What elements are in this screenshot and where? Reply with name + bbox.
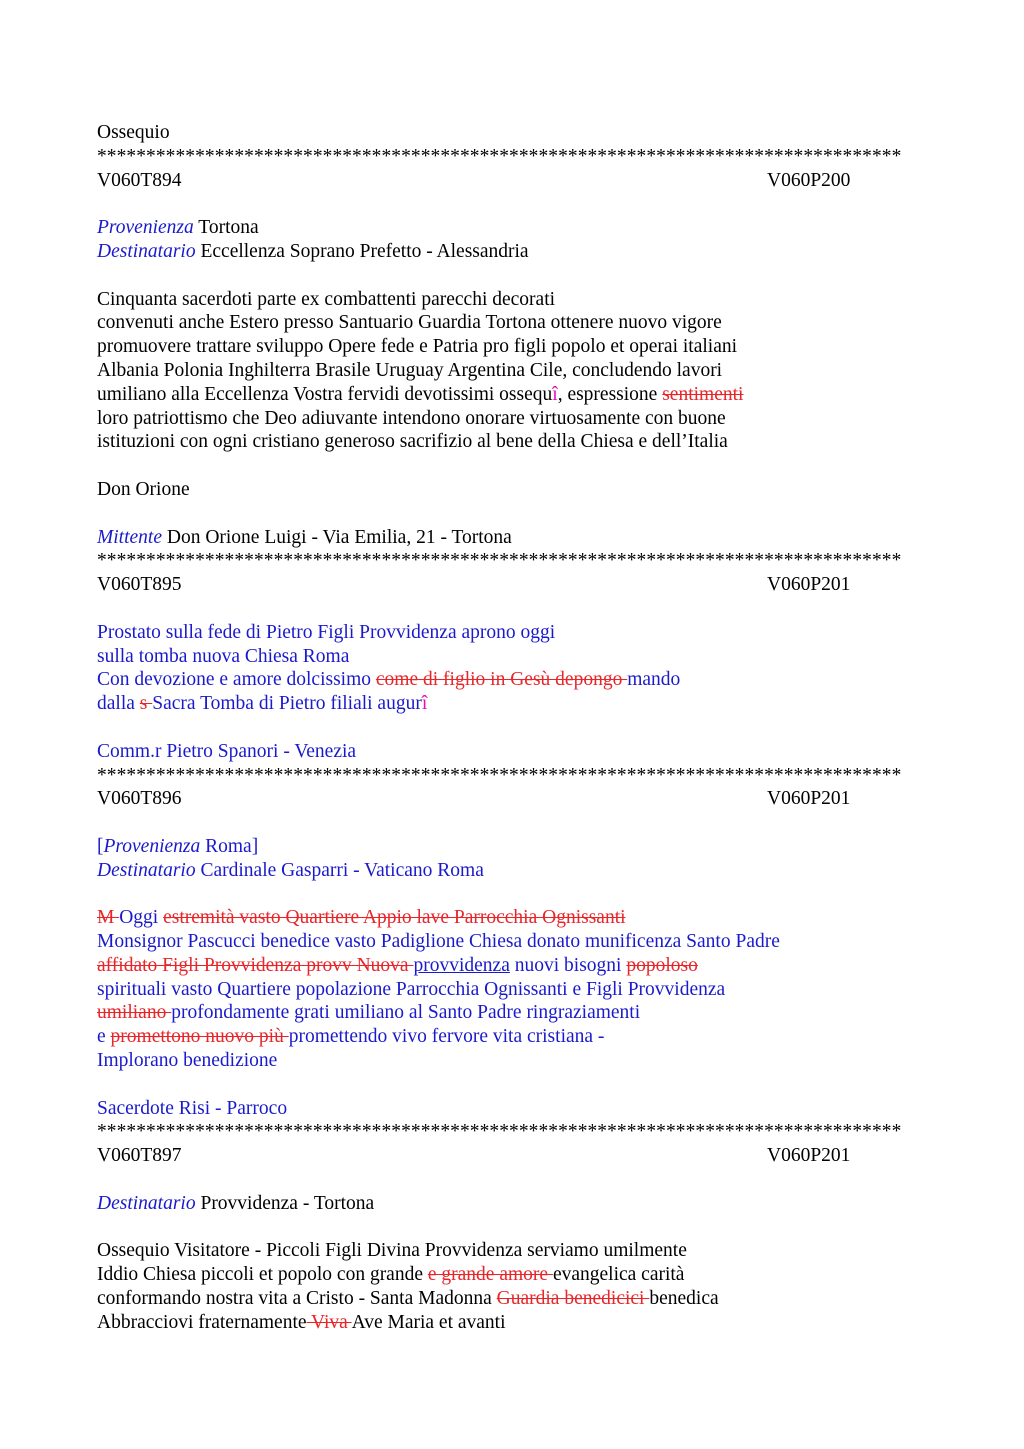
- body-line: [97, 1311, 927, 1335]
- deleted-text: come di figlio in Gesù depongo: [375, 669, 628, 691]
- signature: Comm.r Pietro Spanori - Venezia: [97, 740, 357, 762]
- body-line: [97, 1287, 927, 1311]
- text-segment: conformando nostra vita a Cristo - Santa Madonna: [97, 1288, 497, 1310]
- body-line: [97, 1025, 927, 1049]
- text-segment: Oggi: [119, 907, 164, 929]
- provenance-line: [97, 835, 927, 859]
- page-ref: V060P201: [767, 788, 851, 810]
- separator: **********************************************************************************: [97, 1121, 902, 1143]
- provenance-value: Roma: [200, 835, 252, 857]
- sender-value: Don Orione Luigi - Via Emilia, 21 - Tortona: [161, 526, 512, 548]
- text-segment: profondamente grati umiliano al Santo Padre ringraziamenti: [171, 1002, 641, 1024]
- deleted-text: sentimenti: [662, 383, 744, 405]
- deleted-text: affidato Figli Provvidenza provv Nuova: [97, 954, 414, 976]
- sender-line: [97, 526, 927, 550]
- body-line: [97, 692, 927, 716]
- telegram-id-row: [97, 787, 927, 811]
- text-segment: Con devozione e amore dolcissimo: [97, 669, 376, 691]
- page-ref: V060P201: [767, 1145, 851, 1167]
- telegram-id-row: [97, 169, 927, 193]
- text-segment: umiliano alla Eccellenza Vostra fervidi devotissimi ossequ: [97, 383, 553, 405]
- body-line: [97, 668, 927, 692]
- text-segment: , espressione: [557, 383, 663, 405]
- deleted-text: Viva: [306, 1311, 352, 1333]
- inserted-char: î: [552, 383, 558, 405]
- text-segment: Iddio Chiesa piccoli et popolo con grande: [97, 1264, 428, 1286]
- telegram-id: V060T894: [97, 169, 182, 191]
- provenance-label: Provenienza: [103, 835, 201, 857]
- telegram-id-row: [97, 573, 927, 597]
- text-segment: promettendo vivo fervore vita cristiana -: [288, 1026, 605, 1048]
- body-line: Prostato sulla fede di Pietro Figli Provvidenza aprono oggi: [97, 621, 556, 643]
- deleted-text: estremità vasto Quartiere Appio lave Parrocchia Ognissanti: [163, 907, 626, 929]
- recipient-value: Provvidenza - Tortona: [195, 1192, 375, 1214]
- page-title: Ossequio: [97, 122, 170, 143]
- page-ref: V060P200: [767, 169, 851, 191]
- underlined-text: provvidenza: [413, 954, 510, 976]
- deleted-text: Guardia benedicici: [496, 1288, 650, 1310]
- separator: **********************************************************************************: [97, 764, 902, 786]
- separator: **********************************************************************************: [97, 550, 902, 572]
- recipient-line: [97, 1192, 927, 1216]
- recipient-label: Destinatario: [97, 240, 196, 262]
- body-line: Implorano benedizione: [97, 1050, 278, 1072]
- document-page: [97, 121, 927, 1335]
- recipient-value: Eccellenza Soprano Prefetto - Alessandria: [195, 240, 529, 262]
- body-line: Monsignor Pascucci benedice vasto Padiglione Chiesa donato munificenza Santo Padre: [97, 931, 780, 953]
- body-line: [97, 1001, 927, 1025]
- recipient-label: Destinatario: [97, 1192, 196, 1214]
- deleted-text: promettono nuovo più: [110, 1026, 289, 1048]
- provenance-value: Tortona: [193, 217, 259, 239]
- body-line: Cinquanta sacerdoti parte ex combattenti parecchi decorati: [97, 288, 556, 310]
- sender-label: Mittente: [97, 526, 162, 548]
- signature: Sacerdote Risi - Parroco: [97, 1097, 288, 1119]
- text-segment: Abbracciovi fraternamente: [97, 1311, 307, 1333]
- text-segment: dalla: [97, 693, 140, 715]
- body-line: spirituali vasto Quartiere popolazione Parrocchia Ognissanti e Figli Provvidenza: [97, 978, 726, 1000]
- body-line: loro patriottismo che Deo adiuvante intendono onorare virtuosamente con buone: [97, 407, 726, 429]
- body-line: Ossequio Visitatore - Piccoli Figli Divina Provvidenza serviamo umilmente: [97, 1240, 687, 1262]
- text-segment: Sacra Tomba di Pietro filiali augur: [152, 693, 422, 715]
- body-line: istituzioni con ogni cristiano generoso sacrifizio al bene della Chiesa e dell’Italia: [97, 431, 728, 453]
- recipient-label: Destinatario: [97, 859, 196, 881]
- telegram-id: V060T895: [97, 574, 182, 596]
- signature: Don Orione: [97, 478, 190, 500]
- telegram-id: V060T896: [97, 788, 182, 810]
- body-line: convenuti anche Estero presso Santuario Guardia Tortona ottenere nuovo vigore: [97, 312, 722, 334]
- deleted-text: umiliano: [97, 1002, 172, 1024]
- telegram-id-row: [97, 1144, 927, 1168]
- text-segment: Ave Maria et avanti: [351, 1311, 506, 1333]
- bracket-open: [: [97, 835, 104, 857]
- body-line: [97, 1263, 927, 1287]
- separator: **********************************************************************************: [97, 145, 902, 167]
- text-segment: e: [97, 1026, 111, 1048]
- inserted-char: î: [421, 693, 428, 715]
- deleted-text: M: [97, 907, 120, 929]
- body-line: promuovere trattare sviluppo Opere fede e Patria pro figli popolo et operai italiani: [97, 336, 738, 358]
- text-segment: benedica: [649, 1288, 719, 1310]
- recipient-line: [97, 240, 927, 264]
- telegram-id: V060T897: [97, 1145, 182, 1167]
- body-line: [97, 954, 927, 978]
- provenance-label: Provenienza: [97, 217, 194, 239]
- recipient-value: Cardinale Gasparri - Vaticano Roma: [195, 859, 484, 881]
- bracket-close: ]: [251, 835, 259, 857]
- page-ref: V060P201: [767, 574, 851, 596]
- provenance-line: [97, 216, 927, 240]
- text-segment: evangelica carità: [552, 1264, 685, 1286]
- text-segment: mando: [627, 669, 681, 691]
- recipient-line: [97, 859, 927, 883]
- body-line: Albania Polonia Inghilterra Brasile Uruguay Argentina Cile, concludendo lavori: [97, 359, 723, 381]
- deleted-text: e grande amore: [427, 1264, 553, 1286]
- body-line: [97, 906, 927, 930]
- deleted-text: popoloso: [626, 954, 698, 976]
- deleted-text: s: [139, 693, 153, 715]
- body-line: [97, 383, 927, 407]
- text-segment: nuovi bisogni: [509, 954, 627, 976]
- body-line: sulla tomba nuova Chiesa Roma: [97, 645, 350, 667]
